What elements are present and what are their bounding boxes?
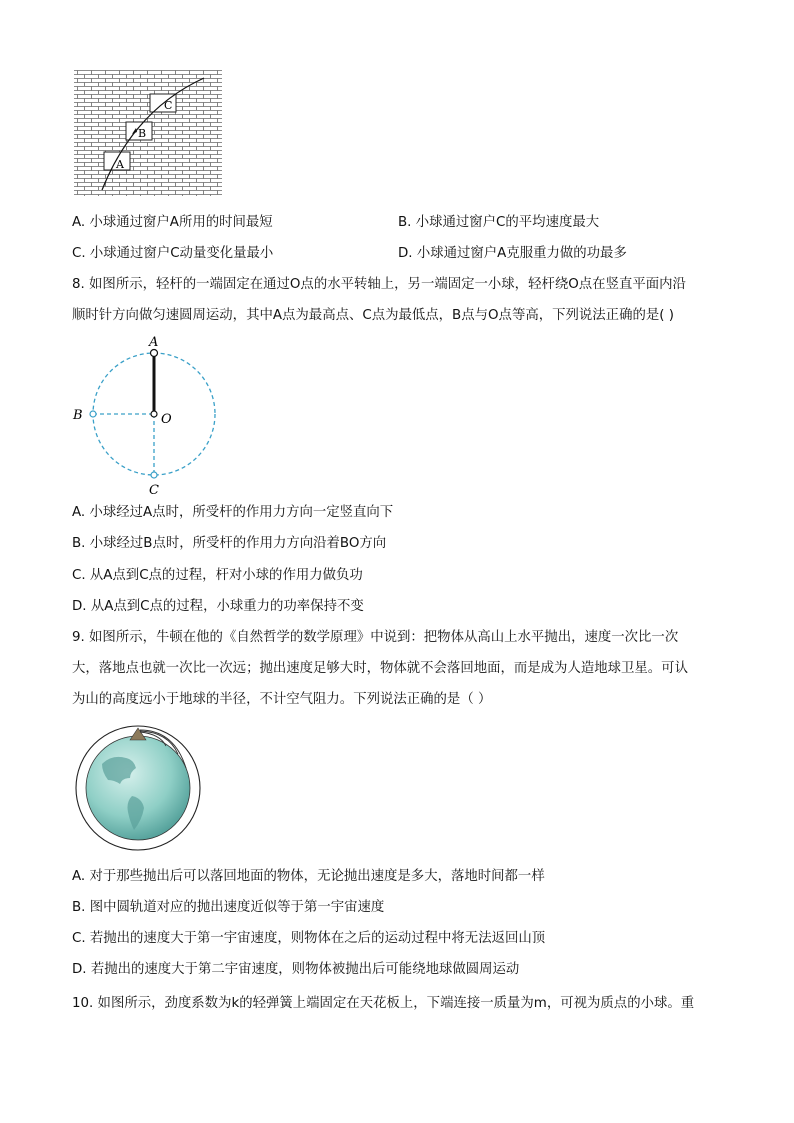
q8-option-b: B. 小球经过B点时，所受杆的作用力方向沿着BO方向 bbox=[72, 536, 387, 551]
q8-stem-line-2: 顺时针方向做匀速圆周运动，其中A点为最高点、C点为最低点，B点与O点等高，下列说法正确的是( ) bbox=[72, 308, 674, 323]
label-c: C bbox=[149, 483, 159, 498]
q9-stem-line-2: 大，落地点也就一次比一次远；抛出速度足够大时，物体就不会落回地面，而是成为人造地球卫星。可认 bbox=[72, 661, 688, 676]
q7-option-c: C. 小球通过窗户C动量变化量最小 bbox=[72, 246, 274, 261]
label-b: B bbox=[73, 408, 83, 423]
q9-option-c: C. 若抛出的速度大于第一宇宙速度，则物体在之后的运动过程中将无法返回山顶 bbox=[72, 931, 546, 946]
label-o: O bbox=[161, 412, 172, 427]
earth bbox=[86, 736, 190, 840]
newton-cannon-figure bbox=[72, 724, 204, 852]
label-b: B bbox=[138, 127, 147, 140]
label-a: A bbox=[116, 158, 124, 171]
q7-option-a: A. 小球通过窗户A所用的时间最短 bbox=[72, 215, 273, 230]
q8-option-d: D. 从A点到C点的过程，小球重力的功率保持不变 bbox=[72, 599, 364, 614]
q8-stem-line-1: 8. 如图所示，轻杆的一端固定在通过O点的水平转轴上，另一端固定一小球，轻杆绕O点在竖直平面内沿 bbox=[72, 277, 686, 292]
pivot-o bbox=[151, 411, 157, 417]
q7-option-b: B. 小球通过窗户C的平均速度最大 bbox=[398, 215, 600, 230]
circular-motion-figure bbox=[70, 334, 230, 498]
q8-option-c: C. 从A点到C点的过程，杆对小球的作用力做负功 bbox=[72, 568, 363, 583]
q9-option-a: A. 对于那些抛出后可以落回地面的物体，无论抛出速度是多大，落地时间都一样 bbox=[72, 869, 545, 884]
q9-stem-line-1: 9. 如图所示，牛顿在他的《自然哲学的数学原理》中说到：把物体从高山上水平抛出，速度一次比一次 bbox=[72, 630, 679, 645]
q9-option-b: B. 图中圆轨道对应的抛出速度近似等于第一宇宙速度 bbox=[72, 900, 385, 915]
point-c bbox=[151, 472, 157, 478]
q9-stem-line-3: 为山的高度远小于地球的半径，不计空气阻力。下列说法正确的是（ ） bbox=[72, 692, 492, 707]
label-c: C bbox=[164, 99, 173, 112]
q10-stem-line-1: 10. 如图所示，劲度系数为k的轻弹簧上端固定在天花板上，下端连接一质量为m，可视为质点的小球。重 bbox=[72, 996, 695, 1011]
brick-wall-figure bbox=[74, 70, 222, 196]
ball-a bbox=[151, 350, 158, 357]
q8-option-a: A. 小球经过A点时，所受杆的作用力方向一定竖直向下 bbox=[72, 505, 394, 520]
label-a: A bbox=[149, 335, 159, 350]
point-b bbox=[90, 411, 96, 417]
q7-option-d: D. 小球通过窗户A克服重力做的功最多 bbox=[398, 246, 627, 261]
q9-option-d: D. 若抛出的速度大于第二宇宙速度，则物体被抛出后可能绕地球做圆周运动 bbox=[72, 962, 520, 977]
